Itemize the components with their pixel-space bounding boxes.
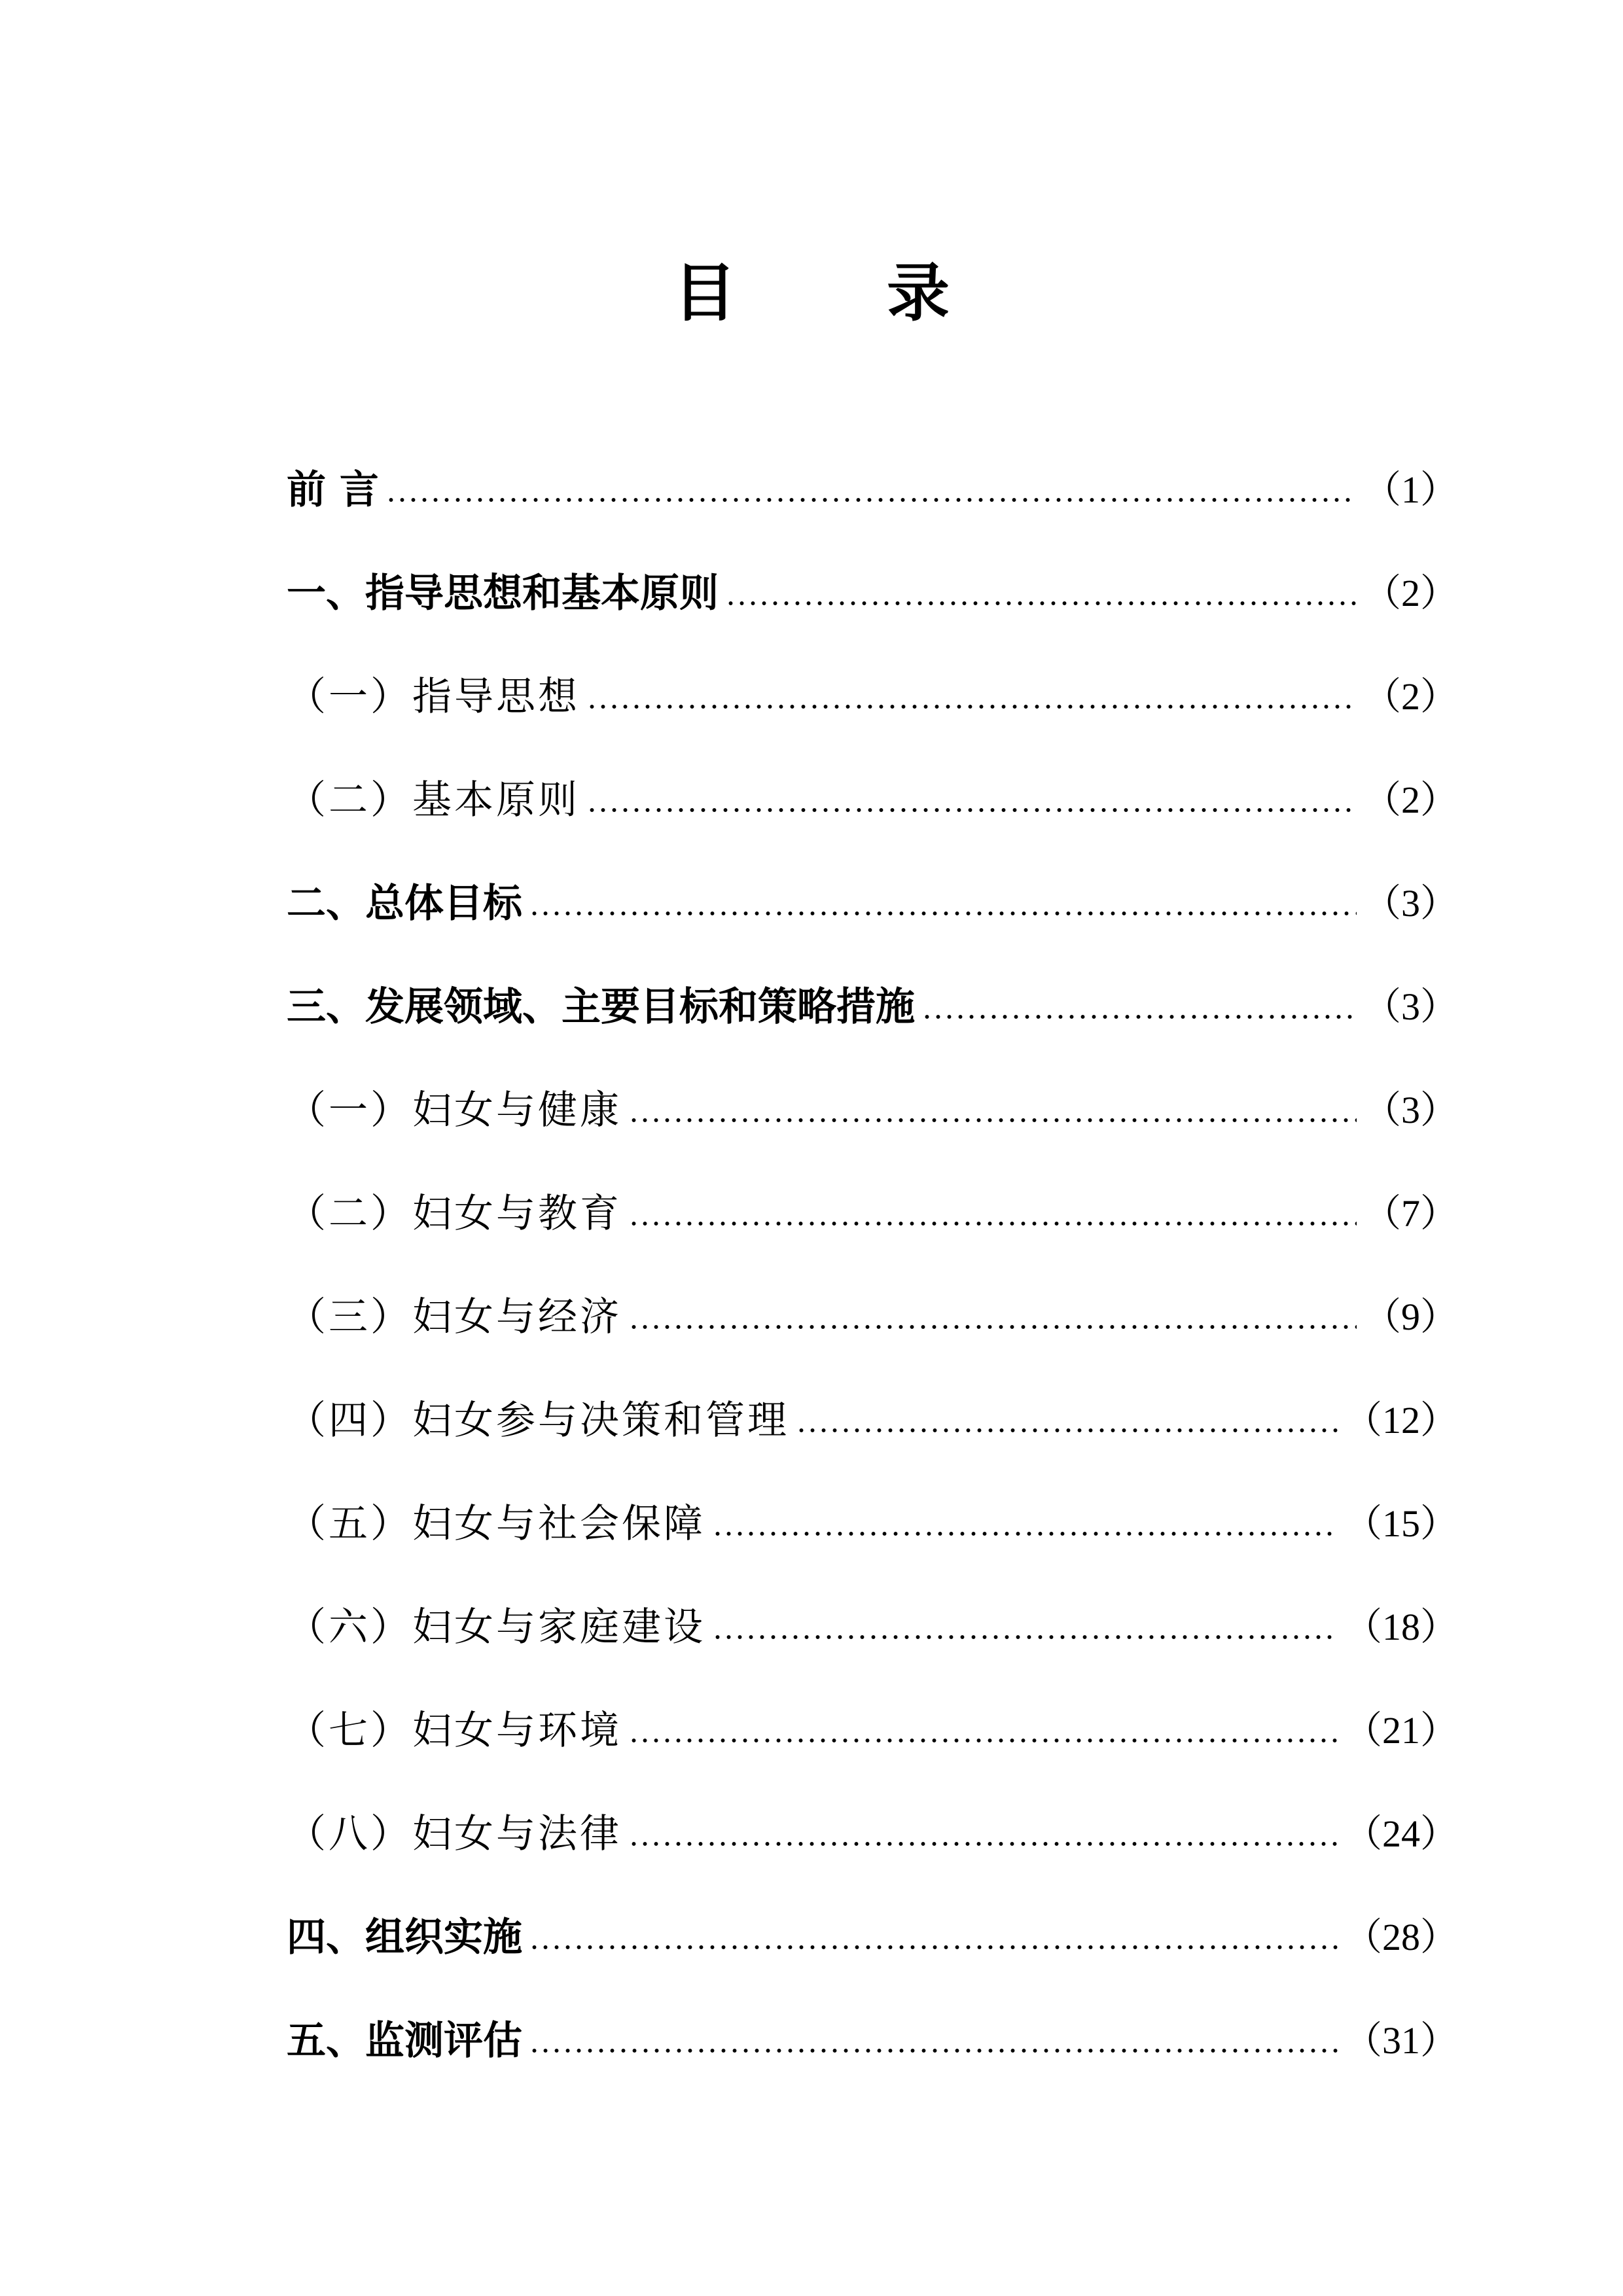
toc-entry[interactable] (287, 1059, 1458, 1162)
toc-entry[interactable] (287, 1576, 1458, 1679)
toc-entry[interactable] (287, 542, 1458, 645)
dot-leader (529, 2048, 1338, 2053)
toc-entry[interactable] (287, 1472, 1458, 1576)
toc-entry-label: 四、组织实施 (287, 1915, 522, 1960)
toc-list (287, 438, 1458, 2093)
toc-entry-page-number: （3） (1363, 1089, 1458, 1131)
toc-entry-label: （一）指导思想 (287, 674, 580, 720)
toc-entry-label: （二）基本原则 (287, 777, 580, 823)
toc-entry-page-number: （7） (1363, 1192, 1458, 1235)
toc-entry-label: （六）妇女与家庭建设 (287, 1604, 705, 1650)
toc-entry[interactable] (287, 1886, 1458, 1989)
toc-entry-label: （三）妇女与经济 (287, 1294, 622, 1340)
toc-entry-label: 三、发展领域、主要目标和策略措施 (287, 984, 915, 1030)
toc-entry[interactable] (287, 1265, 1458, 1369)
toc-entry-page-number: （1） (1363, 468, 1458, 511)
toc-entry-label: （四）妇女参与决策和管理 (287, 1398, 789, 1443)
toc-title-char-2: 录 (887, 256, 950, 330)
toc-entry-page-number: （18） (1344, 1606, 1458, 1648)
toc-title-char-1: 目 (673, 256, 736, 330)
toc-title (0, 247, 1623, 339)
toc-entry-page-number: （2） (1363, 675, 1458, 718)
dot-leader (529, 1945, 1338, 1950)
toc-entry-label: （八）妇女与法律 (287, 1811, 622, 1857)
toc-entry-page-number: （24） (1344, 1812, 1458, 1855)
dot-leader (628, 1324, 1357, 1330)
toc-entry-label: 前 言 (287, 467, 379, 513)
dot-leader (628, 1221, 1357, 1226)
dot-leader (586, 704, 1357, 709)
toc-entry[interactable] (287, 749, 1458, 852)
dot-leader (712, 1634, 1338, 1640)
dot-leader (586, 807, 1357, 813)
toc-entry-label: （二）妇女与教育 (287, 1191, 622, 1237)
toc-entry-page-number: （3） (1363, 985, 1458, 1028)
toc-entry-label: （五）妇女与社会保障 (287, 1501, 705, 1547)
toc-entry-label: 二、总体目标 (287, 881, 522, 927)
dot-leader (921, 1014, 1357, 1019)
toc-entry-page-number: （9） (1363, 1296, 1458, 1338)
toc-entry[interactable] (287, 1679, 1458, 1782)
toc-entry-label: 一、指导思想和基本原则 (287, 571, 719, 616)
toc-entry-page-number: （28） (1344, 1916, 1458, 1958)
dot-leader (529, 911, 1357, 916)
toc-entry-page-number: （31） (1344, 2019, 1458, 2062)
toc-entry[interactable] (287, 1369, 1458, 1472)
toc-entry-page-number: （2） (1363, 572, 1458, 614)
dot-leader (712, 1531, 1338, 1536)
toc-entry[interactable] (287, 438, 1458, 542)
toc-entry-page-number: （15） (1344, 1502, 1458, 1545)
dot-leader (385, 497, 1357, 503)
dot-leader (796, 1428, 1338, 1433)
toc-entry[interactable] (287, 1989, 1458, 2093)
toc-entry[interactable] (287, 1162, 1458, 1265)
toc-entry[interactable] (287, 1782, 1458, 1886)
toc-entry-label: （七）妇女与环境 (287, 1708, 622, 1754)
dot-leader (725, 601, 1357, 606)
toc-entry[interactable] (287, 955, 1458, 1059)
toc-entry-label: 五、监测评估 (287, 2018, 522, 2064)
dot-leader (628, 1738, 1338, 1743)
toc-entry[interactable] (287, 645, 1458, 749)
toc-entry-label: （一）妇女与健康 (287, 1087, 622, 1133)
dot-leader (628, 1841, 1338, 1846)
toc-entry[interactable] (287, 852, 1458, 955)
dot-leader (628, 1118, 1357, 1123)
toc-entry-page-number: （2） (1363, 779, 1458, 821)
toc-entry-page-number: （21） (1344, 1709, 1458, 1752)
toc-entry-page-number: （12） (1344, 1399, 1458, 1441)
toc-entry-page-number: （3） (1363, 882, 1458, 925)
